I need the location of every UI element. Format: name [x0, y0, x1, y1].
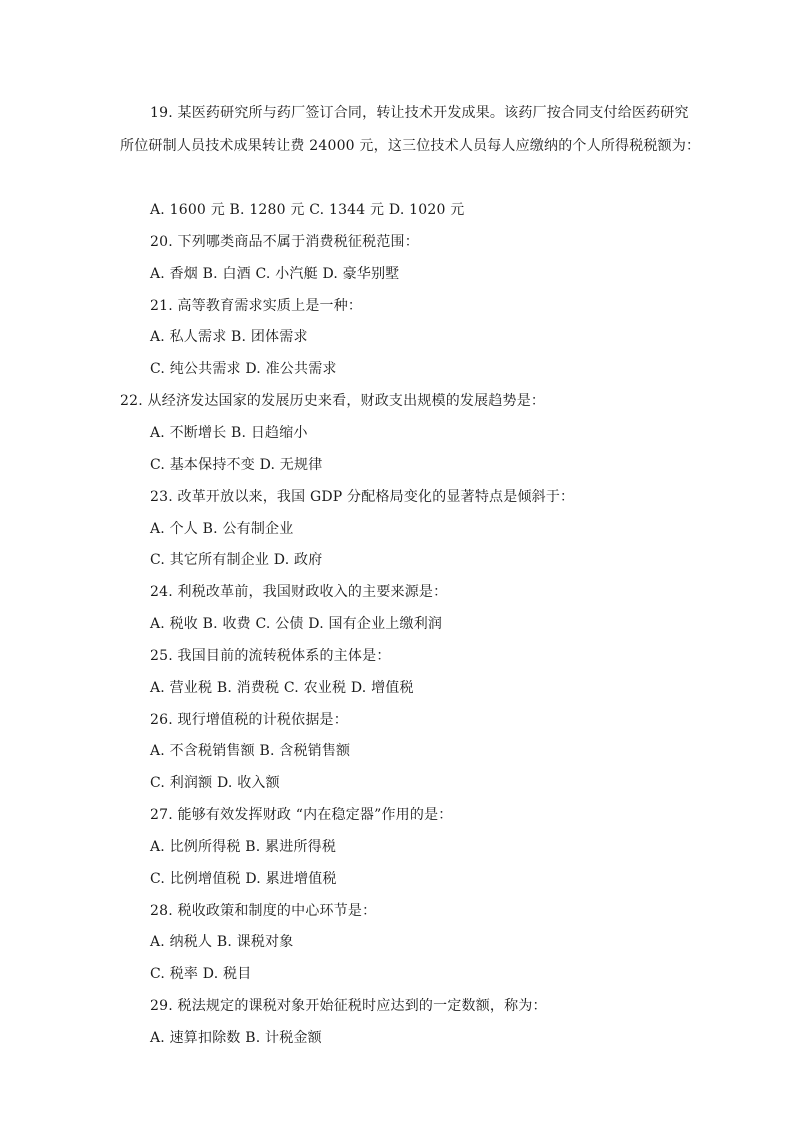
- question-26-options-ab: A. 不含税销售额 B. 含税销售额: [150, 743, 351, 759]
- question-28-options-cd: C. 税率 D. 税目: [150, 966, 252, 982]
- question-21-stem: 21. 高等教育需求实质上是一种：: [150, 298, 363, 314]
- question-28-options-ab: A. 纳税人 B. 课税对象: [150, 934, 294, 950]
- question-20-options: A. 香烟 B. 白酒 C. 小汽艇 D. 豪华别墅: [150, 266, 400, 282]
- question-20-stem: 20. 下列哪类商品不属于消费税征税范围：: [150, 234, 419, 250]
- question-23-stem: 23. 改革开放以来，我国 GDP 分配格局变化的显著特点是倾斜于：: [150, 489, 575, 505]
- question-24-stem: 24. 利税改革前，我国财政收入的主要来源是：: [150, 584, 448, 600]
- question-21-options-ab: A. 私人需求 B. 团体需求: [150, 329, 308, 345]
- question-27-options-cd: C. 比例增值税 D. 累进增值税: [150, 871, 337, 887]
- question-19-options: A. 1600 元 B. 1280 元 C. 1344 元 D. 1020 元: [150, 202, 465, 218]
- question-28-stem: 28. 税收政策和制度的中心环节是：: [150, 903, 377, 919]
- question-26-options-cd: C. 利润额 D. 收入额: [150, 775, 280, 791]
- question-19-stem-line-1: 19. 某医药研究所与药厂签订合同，转让技术开发成果。该药厂按合同支付给医药研究: [150, 105, 689, 121]
- question-25-stem: 25. 我国目前的流转税体系的主体是：: [150, 648, 391, 664]
- question-27-options-ab: A. 比例所得税 B. 累进所得税: [150, 839, 337, 855]
- question-23-options-cd: C. 其它所有制企业 D. 政府: [150, 552, 323, 568]
- question-21-options-cd: C. 纯公共需求 D. 准公共需求: [150, 361, 337, 377]
- question-25-options: A. 营业税 B. 消费税 C. 农业税 D. 增值税: [150, 680, 414, 696]
- question-22-stem: 22. 从经济发达国家的发展历史来看，财政支出规模的发展趋势是：: [120, 393, 546, 409]
- question-29-options-ab: A. 速算扣除数 B. 计税金额: [150, 1030, 322, 1046]
- question-24-options: A. 税收 B. 收费 C. 公债 D. 国有企业上缴利润: [150, 616, 443, 632]
- question-23-options-ab: A. 个人 B. 公有制企业: [150, 521, 294, 537]
- question-26-stem: 26. 现行增值税的计税依据是：: [150, 712, 348, 728]
- question-29-stem: 29. 税法规定的课税对象开始征税时应达到的一定数额，称为：: [150, 998, 547, 1014]
- question-22-options-ab: A. 不断增长 B. 日趋缩小: [150, 425, 308, 441]
- question-19-stem-line-2: 所位研制人员技术成果转让费 24000 元，这三位技术人员每人应缴纳的个人所得税税额为：: [120, 138, 701, 154]
- question-27-stem: 27. 能够有效发挥财政 “内在稳定器”作用的是：: [150, 807, 453, 823]
- question-22-options-cd: C. 基本保持不变 D. 无规律: [150, 457, 323, 473]
